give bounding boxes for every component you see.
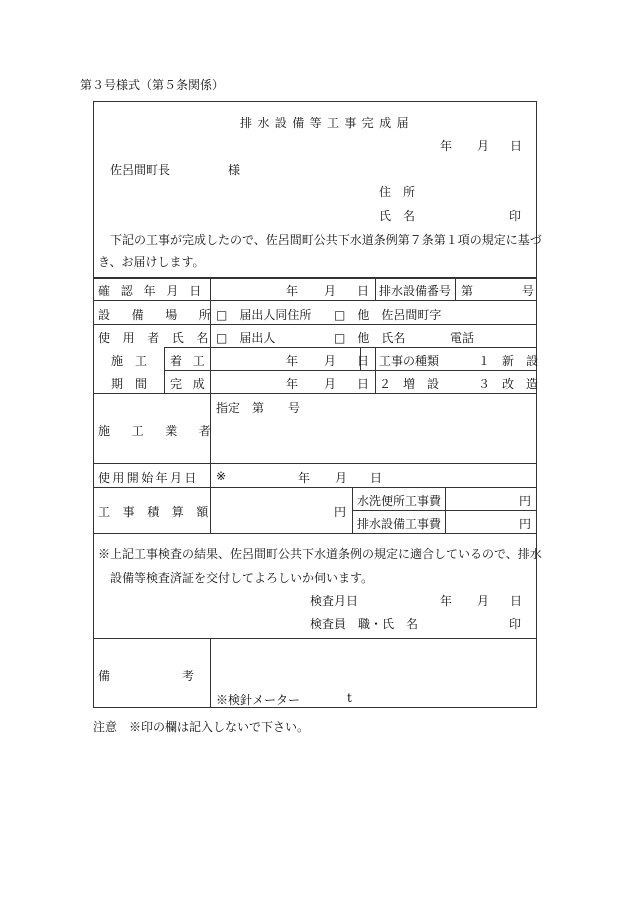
period-label-1: 施 工 [111,354,148,368]
drain-number-label: 排水設備番号 [379,284,452,298]
location-label: 設備場所 [98,308,233,322]
inspector-label: 検査員 職・氏 名 [310,617,419,631]
form-number-label: 第３号様式（第５条関係） [80,78,225,92]
finish-day: 日 [357,377,370,391]
meter-label: ※検針メーター [216,693,301,707]
honorific: 様 [228,163,241,177]
location-option-same: □ 届出人同住所 [216,308,312,322]
office-use-mark: ※ [216,469,227,483]
confirm-month: 月 [324,284,337,298]
name-label: 氏 名 [379,209,416,223]
meter-unit: t [347,691,352,705]
use-start-day: 日 [370,471,383,485]
user-option-other: □ 他 氏名 [334,331,406,345]
remarks-label: 備 考 [98,669,195,683]
period-label-2: 期 間 [111,377,148,391]
estimate-yen: 円 [334,505,347,519]
inspection-text-line2: 設備等検査済証を交付してよろしいか伺います。 [110,571,374,585]
work-type-new: １ 新 設 [478,354,539,368]
date-month-label: 月 [477,139,490,153]
user-option-self: □ 届出人 [216,331,276,345]
finish-label: 完成 [170,377,216,391]
designated-number: 指定 第 号 [216,401,301,415]
drain-cost-yen: 円 [519,517,532,531]
date-day-label: 日 [510,139,523,153]
start-label: 着工 [170,354,216,368]
addressee: 佐呂間町長 [110,163,171,177]
work-type-extend: ２ 増 設 [379,377,440,391]
work-type-renovate: ３ 改 造 [478,377,539,391]
inspection-text-line1: ※上記工事検査の結果、佐呂間町公共下水道条例の規定に適合しているので、排水 [98,547,542,561]
inspection-date-label: 検査月日 [310,594,359,608]
inspection-day: 日 [510,594,523,608]
confirm-date-label: 確認年月日 [98,284,213,298]
body-text-line2: き、お届けします。 [98,255,205,269]
address-label: 住 所 [379,185,416,199]
work-type-label: 工事の種類 [379,354,440,368]
phone-label: 電話 [450,331,475,345]
use-start-label: 使用開始年月日 [98,471,199,485]
confirm-year: 年 [286,284,299,298]
toilet-cost-yen: 円 [519,494,532,508]
contractor-label: 施工業者 [98,424,233,438]
start-year: 年 [286,354,299,368]
toilet-cost-label: 水洗便所工事費 [357,494,442,508]
drain-cost-label: 排水設備工事費 [357,517,442,531]
footnote: 注意 ※印の欄は記入しないで下さい。 [93,720,310,734]
start-day: 日 [357,354,370,368]
use-start-year: 年 [298,471,311,485]
body-text-line1: 下記の工事が完成したので、佐呂間町公共下水道条例第７条第１項の規定に基づ [110,233,542,247]
date-year-label: 年 [440,139,453,153]
drain-number-go: 号 [522,284,535,298]
finish-year: 年 [286,377,299,391]
seal-mark: 印 [509,209,522,223]
inspection-month: 月 [477,594,490,608]
inspection-year: 年 [440,594,453,608]
confirm-day: 日 [357,284,370,298]
location-option-other: □ 他 佐呂間町字 [334,308,442,322]
inspector-seal: 印 [509,617,522,631]
finish-month: 月 [324,377,337,391]
use-start-month: 月 [335,471,348,485]
start-month: 月 [324,354,337,368]
form-title: 排水設備等工事完成届 [240,116,415,130]
user-name-label: 使用者氏名 [98,331,222,345]
drain-number-dai: 第 [461,284,474,298]
estimate-label: 工事積算額 [98,505,222,519]
